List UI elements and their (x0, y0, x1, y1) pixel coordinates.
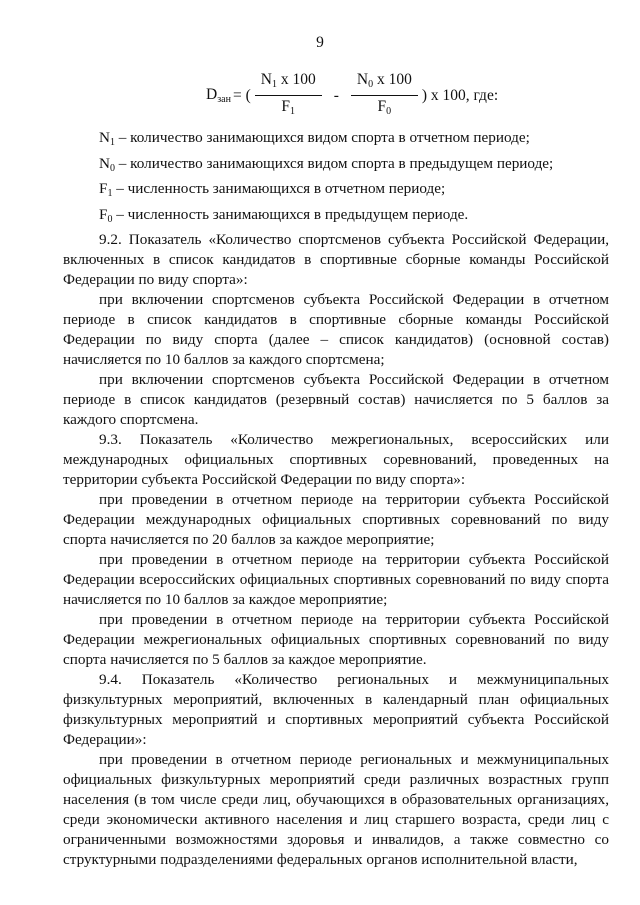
formula-fraction-2: $\frac{N_0 x 100}{F_0}$ (351, 70, 418, 121)
formula-fraction-1: $\frac{N_1 x 100}{F_1}$ (255, 70, 322, 121)
section-9-2-heading: 9.2. Показатель «Количество спортсменов субъекта Российской Федерации, включенных в список кандидатов в спортивные сборные команды Российской Федерации по виду спорта»: (63, 231, 609, 289)
paragraph-regional-events: при проведении в отчетном периоде региональных и межмуниципальных официальных физкультурных мероприятий среди различных возрастных групп населения (в том числе среди лиц, обучающихся в образовательных организациях, среди экономически активного населения и лиц старшего возраста, среди лиц с ограниченными возможностями здоровья и инвалидов, а также совместно со структурными подразделениями федеральных органов исполнительной власти, (63, 751, 609, 869)
paragraph-main-roster: при включении спортсменов субъекта Российской Федерации в отчетном периоде в список кандидатов в спортивные сборные команды Российской Федерации по виду спорта (далее – список кандидатов) (основной состав) начисляется по 10 баллов за каждого спортсмена; (63, 291, 609, 369)
section-9-4-heading: 9.4. Показатель «Количество региональных и межмуниципальных физкультурных мероприятий, включенных в календарный план официальных физкультурных мероприятий и спортивных мероприятий субъекта Российской Федерации»: (63, 671, 609, 749)
definition-n0: $N_0$ – количество занимающихся видом спорта в предыдущем периоде; (99, 154, 554, 174)
definition-n1: $N_1$ – количество занимающихся видом спорта в отчетном периоде; (99, 129, 530, 148)
formula-minus: - (333, 86, 339, 104)
paragraph-reserve-roster: при включении спортсменов субъекта Российской Федерации в отчетном периоде в список кандидатов (резервный состав) начисляется по 5 баллов за каждого спортсмена. (63, 371, 609, 429)
paragraph-international-events: при проведении в отчетном периоде на территории субъекта Российской Федерации международных официальных спортивных соревнований по виду спорта начисляется по 20 баллов за каждое мероприятие; (63, 491, 609, 549)
section-9-3-heading: 9.3. Показатель «Количество межрегиональных, всероссийских или международных официальных спортивных соревнований, проведенных на территории субъекта Российской Федерации по виду спорта»: (63, 431, 609, 489)
document-body (63, 128, 609, 870)
formula-tail: ) x 100, где: (421, 86, 499, 104)
formula (206, 70, 498, 121)
definition-f1: $F_1$ – численность занимающихся в отчетном периоде; (99, 180, 446, 200)
formula-lhs: $D_{зан}$ (206, 86, 231, 105)
page-number: 9 (316, 34, 324, 51)
formula-eq-open: = ( (232, 86, 251, 104)
paragraph-interregional-events: при проведении в отчетном периоде на территории субъекта Российской Федерации межрегиональных официальных спортивных соревнований по виду спорта начисляется по 5 баллов за каждое мероприятие. (63, 611, 609, 669)
definition-f0: $F_0$ – численность занимающихся в предыдущем периоде. (99, 205, 469, 225)
paragraph-all-russian-events: при проведении в отчетном периоде на территории субъекта Российской Федерации всероссийских официальных спортивных соревнований по виду спорта начисляется по 10 баллов за каждое мероприятие; (63, 551, 609, 609)
